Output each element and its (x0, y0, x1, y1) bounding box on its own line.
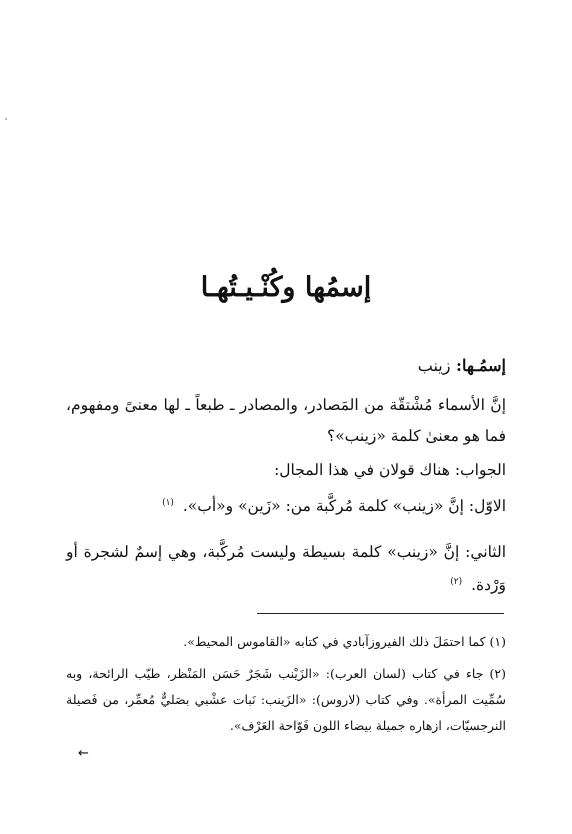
second-opinion-text: الثاني: إنَّ «زينب» كلمة بسيطة وليست مُركَّبة، وهي إسمٌ لشجرة أو وَرْدة. (66, 543, 506, 595)
footnote-divider (257, 613, 504, 614)
paragraph-second-opinion (66, 537, 506, 600)
paragraph-first-opinion (66, 497, 506, 515)
paragraph-intro: إنَّ الأسماء مُشْتقّة من المَصادر، والمصادر ـ طبعاً ـ لها معنىً ومفهوم، فما هو معنىٰ كلمة «زينب»؟ (66, 396, 506, 445)
paragraph-answer: الجواب: هناك قولان في هذا المجال: (274, 461, 506, 479)
footnote-1: (١) كما احتمَلَ ذلك الفيروزآبادي في كتابه «القاموس المحيط». (183, 634, 506, 649)
footnote-ref-2: (٢) (450, 577, 463, 587)
heading-value: زينب (417, 356, 451, 375)
section-heading (66, 356, 506, 375)
first-opinion-text: الاوّل: إنَّ «زينب» كلمة مُركَّبة من: «زَين» و«أب». (182, 497, 506, 515)
heading-label: إسمُـها: (456, 356, 506, 375)
footnote-2: (٢) جاء في كتاب (لسان العرب): «الزَيْنب شَجَرٌ حَسَن المَنْظر، طيّب الرائحة، وبه سُمِّيت المرأة». وفي كتاب (لاروس): «الزَينب: نَبات عشْبي بصَليٌّ مُعمِّر، من فَصيلة النرجسيّات، ازهاره جميلة بيضاء اللون فَوّاحة العَرْف». (66, 666, 506, 733)
scan-speck (5, 118, 7, 120)
chapter-title: إسمُها وكُنْـيـتُهـا (200, 272, 372, 303)
footnote-ref-1: (١) (162, 497, 174, 508)
continue-arrow-icon: ← (78, 746, 89, 761)
